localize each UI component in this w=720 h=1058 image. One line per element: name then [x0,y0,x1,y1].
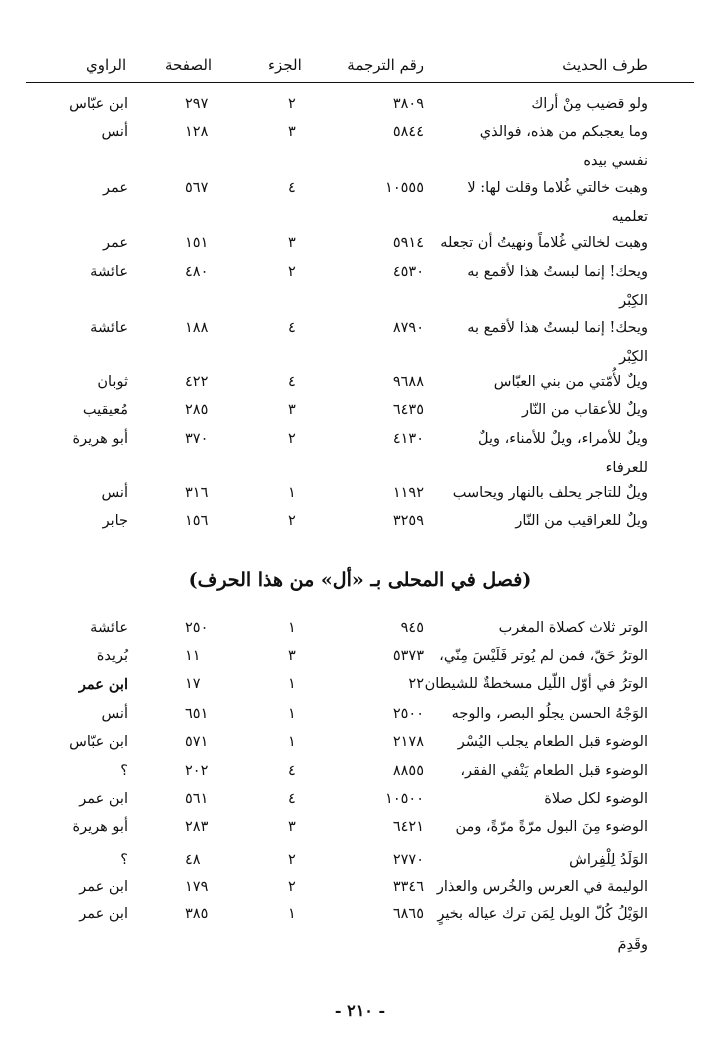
hadith-text: ويلٌ لأُمّتي من بني العبّاس [493,374,648,390]
rawi-name: ؟ [120,852,128,868]
hadith-text: الوضوء قبل الطعام يجلب اليُسْر [457,734,648,750]
rawi-name: ثوبان [97,374,128,390]
rawi-name: عائشة [90,320,128,336]
hadith-text: وهبت لخالتي غُلاماً ونهيتُ أن تجعله [440,235,648,251]
hadith-text: ويلٌ للأعقاب من النّار [521,402,648,418]
header-divider [26,82,694,83]
header-tarjama-col: رقم الترجمة [347,56,424,74]
hadith-text: الوضوء مِنَ البول مرّةً مرّةً، ومن [455,819,648,835]
rawi-name: ابن عمر [79,791,128,807]
header-rawi-col: الراوي [86,56,127,74]
rawi-name: أبو هريرة [72,431,128,447]
table-row [0,676,720,704]
table-row [0,879,720,907]
page-number: ٣٨٥ [185,906,209,922]
juz-number: ٤ [288,374,296,390]
table-row [0,819,720,847]
tarjama-number: ٣٣٤٦ [392,879,424,895]
juz-number: ٢ [288,264,296,280]
header-page-col: الصفحة [165,56,213,74]
section-heading: (فصل في المحلى بـ «أل» من هذا الحرف) [188,569,532,591]
table-row [0,906,720,934]
hadith-text: الوَيْلُ كُلّ الويل لِمَن ترك عياله بخيرٍ [437,906,648,922]
rawi-name: جابر [102,513,128,529]
page-number: ٤٨ [185,852,201,868]
juz-number: ١ [288,906,296,922]
tarjama-number: ٢١٧٨ [392,734,424,750]
rawi-name: ابن عمر [79,879,128,895]
tarjama-number: ٩٦٨٨ [392,374,424,390]
tarjama-number: ٣٨٠٩ [392,96,424,112]
table-row [0,180,720,208]
hadith-text: الوتر ثلاث كصلاة المغرب [498,620,648,636]
rawi-name: ابن عمر [79,906,128,922]
tarjama-number: ١٠٥٠٠ [385,791,424,807]
hadith-text: الوترُ في أوّل اللّيل مسخطةٌ للشيطان [424,676,648,692]
juz-number: ٤ [288,763,296,779]
juz-number: ٢ [288,96,296,112]
page-number: ١٧٩ [185,879,209,895]
page-number: ٥٧١ [185,734,209,750]
table-row [0,485,720,513]
table-row [0,706,720,734]
page-number: ٣١٦ [185,485,209,501]
page-number: ١١ [185,648,201,664]
tarjama-number: ٣٢٥٩ [392,513,424,529]
table-row [0,320,720,348]
header-text-col: طرف الحديث [562,56,648,74]
hadith-text-continuation: للعرفاء [605,460,648,476]
hadith-text: ولو قضيب مِنْ أراك [531,96,648,112]
rawi-name: ؟ [120,763,128,779]
tarjama-number: ٢٧٧٠ [392,852,424,868]
juz-number: ٢ [288,852,296,868]
rawi-name: ابن عبّاس [69,96,128,112]
page-number: ١٢٨ [185,124,209,140]
page-number: ٢٩٧ [185,96,209,112]
page-number: ٥٦١ [185,791,209,807]
page-number: ٢٠٢ [185,763,209,779]
table-row [0,852,720,880]
rawi-name: أنس [101,124,128,140]
table-row [0,124,720,152]
hadith-text: الوضوء قبل الطعام يَنْفي الفقر، [460,763,648,779]
juz-number: ٢ [288,431,296,447]
page-number: ١٥٦ [185,513,209,529]
hadith-text: ويلٌ للعراقيب من النّار [515,513,648,529]
hadith-text-continuation: الكِبْر [619,349,648,365]
hadith-text: الوترُ حَقّ، فمن لم يُوتر فَلَيْسَ مِنّي، [439,648,648,664]
tarjama-number: ٨٧٩٠ [392,320,424,336]
hadith-text: الوَجْهُ الحسن يجلُو البصر، والوجه [451,706,648,722]
hadith-text: وهبت خالتي غُلاما وقلت لها: لا [467,180,648,196]
juz-number: ١ [288,485,296,501]
rawi-name: عائشة [90,264,128,280]
rawi-name: بُريدة [96,648,128,664]
table-row [0,620,720,648]
rawi-name: عمر [102,235,128,251]
tarjama-number: ٦٨٦٥ [392,906,424,922]
page-number: ٤٢٢ [185,374,209,390]
hadith-text-continuation: تعلميه [611,209,648,225]
tarjama-number: ٢٥٠٠ [392,706,424,722]
page-number: ١٥١ [185,235,209,251]
table-row [0,791,720,819]
rawi-name: عمر [102,180,128,196]
page-number-footer: - ٢١٠ - [334,1001,386,1020]
juz-number: ٣ [288,402,296,418]
table-row [0,402,720,430]
juz-number: ٤ [288,791,296,807]
rawi-name: ابن عمر [78,676,128,693]
hadith-text-continuation: وقَدِمَ [617,937,648,953]
tarjama-number: ١٠٥٥٥ [385,180,424,196]
juz-number: ٣ [288,235,296,251]
page-number: ٢٥٠ [185,620,209,636]
table-row [0,431,720,459]
header-juz-col: الجزء [268,56,302,74]
juz-number: ٤ [288,320,296,336]
hadith-text: ويحك! إنما لبستُ هذا لأقمع به [467,320,648,336]
tarjama-number: ٤١٣٠ [392,431,424,447]
tarjama-number: ٦٤٣٥ [392,402,424,418]
page-number: ٤٨٠ [185,264,209,280]
juz-number: ٣ [288,648,296,664]
hadith-text: وما يعجبكم من هذه، فوالذي [479,124,648,140]
hadith-text: ويحك! إنما لبستُ هذا لأقمع به [467,264,648,280]
tarjama-number: ٤٥٣٠ [392,264,424,280]
table-row [0,648,720,676]
hadith-text: الوضوء لكل صلاة [544,791,648,807]
juz-number: ١ [288,620,296,636]
hadith-text: الوَلَدُ لِلْفِراش [569,852,648,868]
table-row [0,374,720,402]
juz-number: ٢ [288,879,296,895]
rawi-name: أنس [101,706,128,722]
table-row [0,235,720,263]
page-number: ٥٦٧ [185,180,209,196]
rawi-name: أبو هريرة [72,819,128,835]
tarjama-number: ٥٩١٤ [392,235,424,251]
hadith-text-continuation: الكِبْر [619,293,648,309]
page-number: ١٨٨ [185,320,209,336]
table-row [0,96,720,124]
juz-number: ٣ [288,819,296,835]
page-number: ٢٨٣ [185,819,209,835]
juz-number: ١ [288,706,296,722]
page-number: ٢٨٥ [185,402,209,418]
tarjama-number: ٦٤٢١ [392,819,424,835]
rawi-name: عائشة [90,620,128,636]
table-row [0,734,720,762]
table-row [0,264,720,292]
rawi-name: أنس [101,485,128,501]
page-number: ٦٥١ [185,706,209,722]
hadith-text: ويلٌ للتاجر يحلف بالنهار ويحاسب [452,485,648,501]
tarjama-number: ٨٨٥٥ [392,763,424,779]
table-row [0,763,720,791]
rawi-name: ابن عبّاس [69,734,128,750]
hadith-text: ويلٌ للأمراء، ويلٌ للأمناء، ويلٌ [478,431,648,447]
tarjama-number: ٢٢ [408,676,424,692]
hadith-text: الوليمة في العرس والخُرس والعذار [436,879,648,895]
page-number: ١٧ [185,676,201,692]
tarjama-number: ٥٣٧٣ [392,648,424,664]
tarjama-number: ٩٤٥ [400,620,424,636]
rawi-name: مُعيقيب [82,402,128,418]
tarjama-number: ٥٨٤٤ [392,124,424,140]
hadith-text-continuation: نفسي بيده [583,153,648,169]
table-row [0,513,720,541]
tarjama-number: ١١٩٢ [392,485,424,501]
juz-number: ٤ [288,180,296,196]
juz-number: ١ [288,676,296,692]
page-number: ٣٧٠ [185,431,209,447]
juz-number: ٢ [288,513,296,529]
juz-number: ١ [288,734,296,750]
juz-number: ٣ [288,124,296,140]
